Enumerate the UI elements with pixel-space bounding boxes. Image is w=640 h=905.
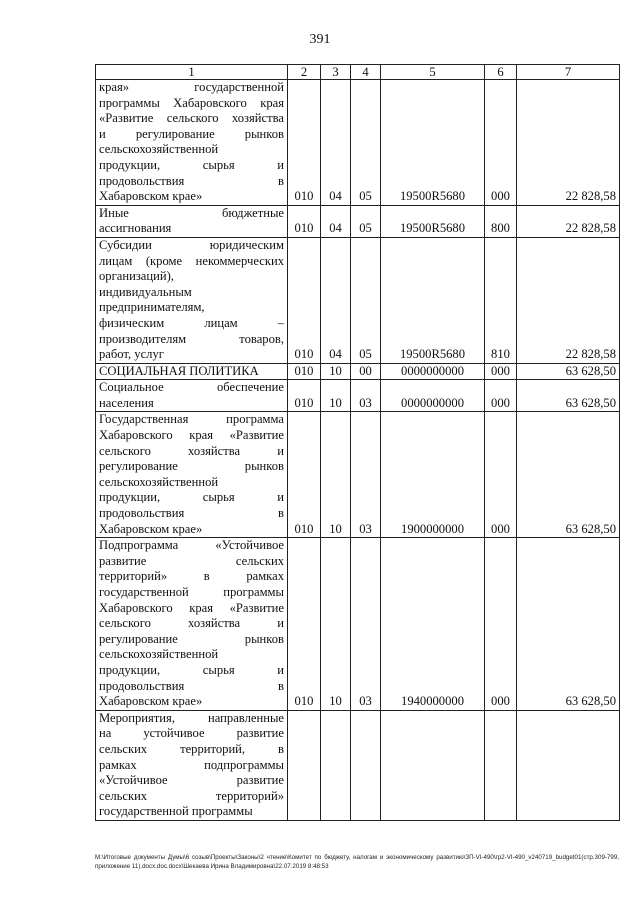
section-code-cell: [321, 710, 351, 820]
row-name-line: края» государственной: [99, 80, 284, 94]
expense-type-cell: 000: [485, 380, 517, 412]
expense-type-cell: 000: [485, 538, 517, 711]
table-row: [96, 710, 620, 820]
ministry-code-cell: 010: [288, 363, 321, 380]
row-name-line: продовольствия в: [99, 173, 284, 188]
amount-cell: 63 628,50: [517, 412, 620, 538]
expense-type-cell: 800: [485, 205, 517, 237]
expense-type-cell: [485, 710, 517, 820]
row-name-line: Субсидии юридическим: [99, 237, 284, 252]
row-name-line: сельскохозяйственной: [99, 647, 219, 662]
amount-cell: 22 828,58: [517, 80, 620, 206]
row-name-line: Хабаровском крае»: [99, 189, 203, 204]
subsection-code-cell: 03: [351, 538, 381, 711]
row-name-line: сельского хозяйства и: [99, 443, 284, 458]
row-name-cell: [96, 380, 288, 412]
row-name-line: предпринимателям,: [99, 300, 205, 315]
ministry-code-cell: 010: [288, 237, 321, 363]
row-name-line: сельских территорий»: [99, 788, 284, 803]
section-code-cell: 10: [321, 412, 351, 538]
row-name-line: Социальное обеспечение: [99, 380, 284, 395]
row-name-line: и регулирование рынков: [99, 126, 284, 141]
target-article-cell: 19500R5680: [381, 237, 485, 363]
row-name-line: программы Хабаровского края: [99, 95, 284, 110]
row-name-line: сельских территорий, в: [99, 741, 284, 756]
header-cell: 4: [351, 65, 381, 80]
subsection-code-cell: 05: [351, 205, 381, 237]
section-code-cell: 10: [321, 363, 351, 380]
row-name-line: территорий» в рамках: [99, 569, 284, 584]
subsection-code-cell: 03: [351, 380, 381, 412]
row-name-line: на устойчивое развитие: [99, 726, 284, 741]
table-row: [96, 538, 620, 711]
row-name-cell: [96, 205, 288, 237]
row-name-line: СОЦИАЛЬНАЯ ПОЛИТИКА: [99, 363, 259, 378]
table-row: [96, 380, 620, 412]
section-code-cell: 04: [321, 205, 351, 237]
row-name-line: физическим лицам –: [99, 315, 284, 330]
expense-type-cell: 000: [485, 80, 517, 206]
section-code-cell: 04: [321, 237, 351, 363]
ministry-code-cell: 010: [288, 412, 321, 538]
header-cell: 6: [485, 65, 517, 80]
target-article-cell: 19500R5680: [381, 80, 485, 206]
table-row: [96, 363, 620, 380]
ministry-code-cell: [288, 710, 321, 820]
amount-cell: 63 628,50: [517, 363, 620, 380]
row-name-line: государственной программы: [99, 804, 253, 819]
document-path-footer: M:\Итоговые документы Думы\6 созыв\Проекты\Законы\2 чтение\Комитет по бюджету, налогам и экономическому развитию\ЗП-VI-490\гр2-VI-490_v240719_budget01(стр.309-799, приложение 11).docx.doc.docx\Шекаева Ирина Владимировна\22.07.2019 8:48:53: [95, 854, 619, 870]
row-name-line: сельскохозяйственной: [99, 474, 219, 489]
header-cell: 5: [381, 65, 485, 80]
amount-cell: 63 628,50: [517, 538, 620, 711]
amount-cell: [517, 710, 620, 820]
header-cell: 1: [96, 65, 288, 80]
row-name-line: сельскохозяйственной: [99, 142, 219, 157]
table-body: [96, 65, 620, 821]
row-name-cell: [96, 412, 288, 538]
row-name-line: Подпрограмма «Устойчивое: [99, 538, 284, 553]
section-code-cell: 10: [321, 538, 351, 711]
row-name-cell: [96, 80, 288, 206]
row-name-line: организаций),: [99, 269, 174, 284]
row-name-cell: [96, 363, 288, 380]
row-name-line: регулирование рынков: [99, 459, 284, 474]
table-header-row: [96, 65, 620, 80]
row-name-line: лицам (кроме некоммерческих: [99, 253, 284, 268]
row-name-line: продукции, сырья и: [99, 157, 284, 172]
row-name-line: работ, услуг: [99, 347, 164, 362]
row-name-cell: [96, 710, 288, 820]
section-code-cell: 04: [321, 80, 351, 206]
row-name-line: Хабаровского края «Развитие: [99, 428, 284, 443]
subsection-code-cell: 00: [351, 363, 381, 380]
target-article-cell: 0000000000: [381, 363, 485, 380]
row-name-cell: [96, 538, 288, 711]
ministry-code-cell: 010: [288, 538, 321, 711]
target-article-cell: 0000000000: [381, 380, 485, 412]
row-name-line: развитие сельских: [99, 553, 284, 568]
target-article-cell: 19500R5680: [381, 205, 485, 237]
subsection-code-cell: [351, 710, 381, 820]
amount-cell: 22 828,58: [517, 205, 620, 237]
row-name-line: Хабаровском крае»: [99, 694, 203, 709]
ministry-code-cell: 010: [288, 380, 321, 412]
row-name-line: продовольствия в: [99, 678, 284, 693]
row-name-line: Хабаровского края «Развитие: [99, 600, 284, 615]
row-name-line: сельского хозяйства и: [99, 616, 284, 631]
row-name-line: Мероприятия, направленные: [99, 710, 284, 725]
ministry-code-cell: 010: [288, 80, 321, 206]
page-number: 391: [309, 32, 331, 47]
target-article-cell: 1900000000: [381, 412, 485, 538]
row-name-line: государственной программы: [99, 585, 284, 599]
table-row: [96, 205, 620, 237]
target-article-cell: [381, 710, 485, 820]
row-name-line: «Развитие сельского хозяйства: [99, 111, 284, 126]
expense-type-cell: 000: [485, 363, 517, 380]
subsection-code-cell: 05: [351, 80, 381, 206]
amount-cell: 22 828,58: [517, 237, 620, 363]
expense-type-cell: 810: [485, 237, 517, 363]
row-name-line: населения: [99, 395, 154, 410]
row-name-line: производителям товаров,: [99, 331, 284, 346]
row-name-line: Хабаровском крае»: [99, 521, 203, 536]
ministry-code-cell: 010: [288, 205, 321, 237]
table-row: [96, 80, 620, 206]
amount-cell: 63 628,50: [517, 380, 620, 412]
row-name-line: рамках подпрограммы: [99, 757, 284, 772]
subsection-code-cell: 05: [351, 237, 381, 363]
budget-table: [95, 64, 620, 821]
row-name-line: индивидуальным: [99, 284, 192, 299]
row-name-line: Государственная программа: [99, 412, 284, 427]
table-row: [96, 237, 620, 363]
row-name-cell: [96, 237, 288, 363]
section-code-cell: 10: [321, 380, 351, 412]
row-name-line: ассигнования: [99, 221, 172, 236]
header-cell: 7: [517, 65, 620, 80]
row-name-line: регулирование рынков: [99, 631, 284, 646]
expense-type-cell: 000: [485, 412, 517, 538]
row-name-line: «Устойчивое развитие: [99, 773, 284, 788]
row-name-line: продовольствия в: [99, 506, 284, 521]
table-row: [96, 412, 620, 538]
header-cell: 3: [321, 65, 351, 80]
target-article-cell: 1940000000: [381, 538, 485, 711]
row-name-line: продукции, сырья и: [99, 662, 284, 677]
subsection-code-cell: 03: [351, 412, 381, 538]
row-name-line: продукции, сырья и: [99, 490, 284, 505]
row-name-line: Иные бюджетные: [99, 205, 284, 220]
header-cell: 2: [288, 65, 321, 80]
